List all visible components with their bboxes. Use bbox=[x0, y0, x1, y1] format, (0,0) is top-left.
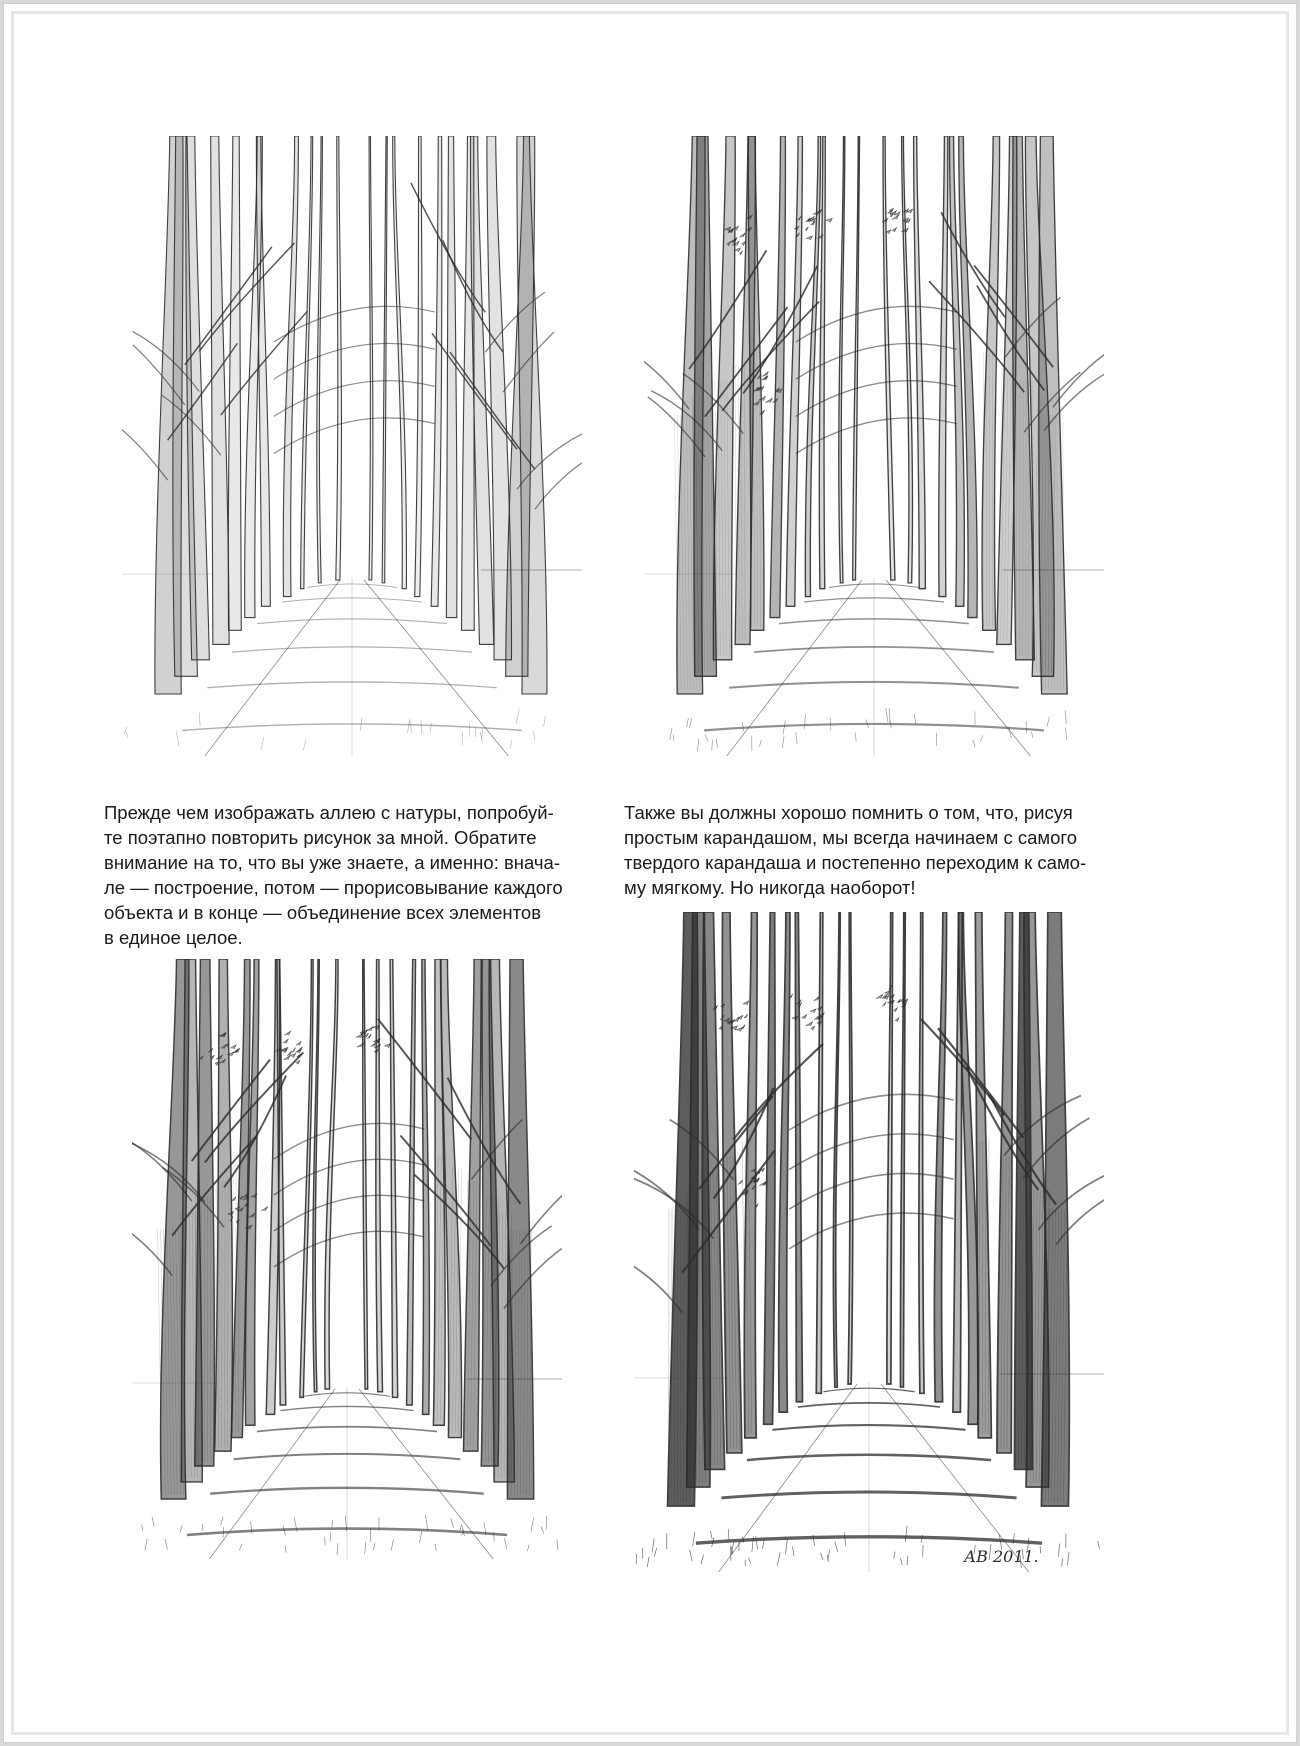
grass-stroke bbox=[541, 1526, 544, 1533]
paragraph-line: твердого карандаша и постепенно переходим к само- bbox=[624, 852, 1087, 873]
grass-stroke bbox=[712, 740, 713, 750]
foliage-leaf bbox=[884, 991, 889, 995]
foliage-leaf bbox=[736, 1027, 743, 1031]
grass-stroke bbox=[557, 1539, 558, 1549]
grass-stroke bbox=[337, 1543, 338, 1555]
foliage-leaf bbox=[811, 1026, 815, 1030]
tree-trunk bbox=[919, 912, 924, 1393]
canopy-arc bbox=[274, 1123, 425, 1159]
foliage-leaf bbox=[762, 372, 768, 377]
grass-stroke bbox=[759, 740, 761, 747]
book-page bbox=[3, 3, 1297, 1743]
grass-stroke bbox=[796, 733, 797, 745]
foliage-leaf bbox=[292, 1048, 296, 1053]
grass-stroke bbox=[482, 729, 483, 738]
foliage-leaf bbox=[371, 1043, 376, 1047]
foliage-leaf bbox=[742, 242, 746, 246]
grass-stroke bbox=[425, 1515, 427, 1530]
tree-trunk bbox=[313, 959, 319, 1392]
grass-stroke bbox=[886, 708, 888, 722]
alley-sketch-stage-3 bbox=[132, 959, 562, 1559]
grass-stroke bbox=[202, 1524, 203, 1531]
grass-stroke bbox=[435, 1544, 436, 1551]
canopy-arc bbox=[274, 1159, 425, 1195]
grass-stroke bbox=[1066, 728, 1067, 740]
grass-stroke bbox=[419, 1531, 422, 1543]
grass-stroke bbox=[325, 1537, 326, 1546]
foliage-leaf bbox=[810, 1009, 816, 1013]
canopy-arc bbox=[274, 381, 435, 417]
tree-trunk bbox=[997, 136, 1017, 644]
grass-stroke bbox=[373, 1543, 375, 1550]
instruction-paragraph-left bbox=[104, 800, 596, 950]
grass-stroke bbox=[905, 1526, 907, 1542]
grass-stroke bbox=[900, 1558, 902, 1565]
foliage-leaf bbox=[876, 994, 882, 998]
tree-trunk bbox=[277, 959, 286, 1405]
foliage-leaf bbox=[732, 1018, 739, 1022]
grass-stroke bbox=[152, 1517, 154, 1527]
tree-trunk bbox=[301, 136, 313, 589]
grass-stroke bbox=[647, 1557, 649, 1567]
paragraph-line: Также вы должны хорошо помнить о том, что, рисуя bbox=[624, 802, 1073, 823]
tree-trunk bbox=[431, 136, 442, 606]
alley-sketch-stage-1 bbox=[122, 136, 582, 756]
grass-stroke bbox=[504, 1538, 506, 1549]
canopy-arc bbox=[274, 306, 435, 342]
grass-stroke bbox=[980, 735, 982, 741]
foliage-leaf bbox=[296, 1041, 301, 1045]
grass-stroke bbox=[1031, 732, 1033, 738]
grass-stroke bbox=[221, 1517, 224, 1525]
grass-stroke bbox=[652, 1539, 654, 1553]
tree-trunk bbox=[902, 136, 913, 583]
grass-stroke bbox=[973, 740, 976, 748]
tree-trunk bbox=[887, 912, 893, 1384]
tree-trunk bbox=[770, 136, 785, 618]
tree-trunk bbox=[446, 136, 457, 618]
grass-stroke bbox=[1067, 1552, 1069, 1565]
foliage-leaf bbox=[802, 1015, 807, 1019]
foliage-leaf bbox=[805, 227, 808, 231]
foliage-leaf bbox=[743, 1001, 749, 1005]
tree-branch bbox=[644, 349, 689, 409]
foliage-leaf bbox=[895, 1018, 899, 1022]
grass-stroke bbox=[693, 1532, 695, 1546]
tree-trunk bbox=[464, 959, 482, 1451]
foliage-leaf bbox=[284, 1056, 290, 1060]
grass-stroke bbox=[223, 1527, 224, 1538]
tree-trunk bbox=[779, 912, 790, 1412]
tree-trunk bbox=[336, 136, 342, 580]
grass-stroke bbox=[1098, 1541, 1100, 1549]
grass-stroke bbox=[165, 1539, 168, 1550]
grass-stroke bbox=[804, 714, 805, 729]
grass-stroke bbox=[533, 731, 534, 740]
grass-stroke bbox=[469, 723, 470, 737]
grass-stroke bbox=[835, 1542, 838, 1552]
grass-stroke bbox=[460, 1524, 462, 1530]
canopy-arc bbox=[789, 1213, 954, 1249]
tree-trunk bbox=[982, 136, 1000, 630]
grass-stroke bbox=[516, 708, 519, 723]
alley-sketch-stage-2 bbox=[644, 136, 1104, 756]
grass-stroke bbox=[451, 1518, 454, 1528]
grass-stroke bbox=[330, 1532, 331, 1542]
tree-trunk bbox=[795, 912, 802, 1402]
paragraph-line: му мягкому. Но никогда наоборот! bbox=[624, 877, 916, 898]
foliage-leaf bbox=[738, 1180, 743, 1185]
paragraph-line: Прежде чем изображать аллею с натуры, попробуй- bbox=[104, 802, 554, 823]
paragraph-line: ле — построение, потом — прорисовывание каждого bbox=[104, 877, 563, 898]
tree-trunk bbox=[914, 136, 926, 589]
foliage-leaf bbox=[295, 1049, 301, 1053]
foliage-leaf bbox=[892, 228, 896, 232]
foliage-leaf bbox=[739, 251, 742, 255]
tree-trunk bbox=[363, 959, 368, 1389]
canopy-arc bbox=[274, 1195, 425, 1231]
instruction-paragraph-right bbox=[624, 800, 1118, 900]
paragraph-line: в единое целое. bbox=[104, 927, 243, 948]
grass-stroke bbox=[894, 1552, 895, 1559]
tree-trunk bbox=[211, 136, 230, 644]
grass-stroke bbox=[705, 735, 708, 742]
grass-stroke bbox=[511, 740, 512, 749]
grass-stroke bbox=[654, 1548, 656, 1557]
tree-trunk bbox=[393, 136, 407, 589]
grass-stroke bbox=[199, 713, 200, 727]
foliage-leaf bbox=[744, 1014, 748, 1018]
foliage-leaf bbox=[806, 236, 812, 240]
canopy-arc bbox=[274, 1231, 425, 1267]
tree-trunk bbox=[934, 912, 946, 1402]
tree-trunk bbox=[422, 959, 430, 1414]
grass-stroke bbox=[1058, 1543, 1059, 1556]
tree-branch bbox=[722, 302, 819, 411]
grass-stroke bbox=[365, 1542, 366, 1554]
grass-stroke bbox=[391, 1539, 393, 1550]
grass-stroke bbox=[914, 714, 916, 725]
grass-stroke bbox=[142, 1525, 143, 1531]
tree-trunk bbox=[883, 136, 895, 580]
tree-branch bbox=[1053, 347, 1104, 407]
grass-stroke bbox=[285, 1545, 286, 1553]
foliage-leaf bbox=[765, 399, 772, 403]
grass-stroke bbox=[1047, 717, 1050, 727]
grass-stroke bbox=[670, 728, 672, 740]
foliage-leaf bbox=[814, 996, 820, 1001]
grass-stroke bbox=[528, 1545, 529, 1551]
tree-trunk bbox=[325, 959, 338, 1389]
tree-trunk bbox=[900, 912, 905, 1387]
canopy-arc bbox=[274, 343, 435, 379]
grass-stroke bbox=[783, 721, 785, 735]
grass-stroke bbox=[690, 1550, 693, 1561]
foliage-leaf bbox=[356, 1034, 363, 1038]
grass-stroke bbox=[777, 1552, 780, 1565]
grass-stroke bbox=[855, 732, 856, 741]
grass-stroke bbox=[462, 731, 463, 745]
grass-stroke bbox=[332, 1520, 333, 1527]
tree-trunk bbox=[786, 136, 802, 606]
foliage-leaf bbox=[384, 1044, 390, 1048]
foliage-leaf bbox=[893, 1008, 897, 1012]
grass-stroke bbox=[716, 739, 717, 748]
canopy-arc bbox=[274, 418, 435, 454]
canopy-arc bbox=[789, 1094, 954, 1130]
paragraph-line: объекта и в конце — объединение всех элементов bbox=[104, 902, 542, 923]
tree-trunk bbox=[317, 136, 323, 583]
grass-stroke bbox=[145, 1539, 147, 1550]
grass-stroke bbox=[421, 720, 422, 734]
tree-trunk bbox=[390, 959, 398, 1397]
grass-stroke bbox=[844, 1532, 846, 1545]
grass-stroke bbox=[673, 734, 674, 740]
foliage-leaf bbox=[740, 233, 746, 237]
paragraph-line: те поэтапно повторить рисунок за мной. Обратите bbox=[104, 827, 537, 848]
tree-trunk bbox=[848, 912, 853, 1384]
paragraph-line: внимание на то, что вы уже знаете, а именно: внача- bbox=[104, 852, 560, 873]
foliage-leaf bbox=[882, 1002, 886, 1007]
canopy-arc bbox=[789, 1173, 954, 1209]
tree-trunk bbox=[382, 136, 387, 583]
tree-trunk bbox=[953, 912, 962, 1412]
grass-stroke bbox=[239, 1544, 242, 1551]
grass-stroke bbox=[1065, 710, 1066, 724]
grass-stroke bbox=[176, 731, 179, 745]
foliage-leaf bbox=[261, 1207, 267, 1211]
tree-trunk bbox=[839, 136, 845, 583]
foliage-leaf bbox=[366, 1027, 373, 1031]
grass-stroke bbox=[531, 1517, 534, 1531]
tree-trunk bbox=[228, 136, 241, 630]
foliage-leaf bbox=[826, 218, 833, 222]
foliage-leaf bbox=[892, 215, 899, 219]
grass-stroke bbox=[544, 716, 546, 727]
tree-trunk bbox=[415, 136, 423, 597]
paragraph-line: простым карандашом, мы всегда начинаем с самого bbox=[624, 827, 1078, 848]
tree-trunk bbox=[939, 136, 948, 597]
grass-stroke bbox=[710, 1531, 712, 1539]
grass-stroke bbox=[793, 1547, 794, 1556]
grass-stroke bbox=[1040, 1546, 1041, 1553]
tree-trunk bbox=[407, 959, 416, 1405]
foliage-leaf bbox=[741, 1025, 745, 1029]
foliage-leaf bbox=[283, 1039, 288, 1043]
grass-stroke bbox=[782, 736, 784, 748]
grass-stroke bbox=[407, 719, 409, 733]
grass-stroke bbox=[785, 1539, 787, 1554]
foliage-leaf bbox=[285, 1031, 291, 1035]
grass-stroke bbox=[698, 739, 699, 751]
tree-trunk bbox=[215, 959, 233, 1451]
tree-trunk bbox=[853, 136, 860, 580]
tree-trunk bbox=[462, 136, 475, 630]
grass-stroke bbox=[687, 718, 689, 727]
foliage-leaf bbox=[231, 1045, 236, 1049]
tree-trunk bbox=[833, 912, 840, 1387]
grass-stroke bbox=[689, 718, 691, 728]
canopy-arc bbox=[789, 1134, 954, 1170]
grass-stroke bbox=[180, 1525, 182, 1532]
alley-sketch-stage-4 bbox=[634, 912, 1104, 1572]
grass-stroke bbox=[701, 1554, 704, 1564]
tree-trunk bbox=[764, 912, 775, 1424]
tree-trunk bbox=[369, 136, 373, 580]
grass-stroke bbox=[303, 740, 306, 750]
grass-stroke bbox=[430, 723, 431, 733]
grass-stroke bbox=[821, 1553, 823, 1560]
grass-stroke bbox=[126, 731, 128, 738]
artist-signature: АВ 2011. bbox=[964, 1547, 1039, 1566]
foliage-leaf bbox=[806, 1022, 813, 1026]
grass-stroke bbox=[1062, 1558, 1063, 1566]
grass-stroke bbox=[410, 721, 412, 733]
grass-stroke bbox=[261, 737, 264, 750]
tree-trunk bbox=[256, 136, 270, 606]
grass-stroke bbox=[748, 1558, 750, 1564]
